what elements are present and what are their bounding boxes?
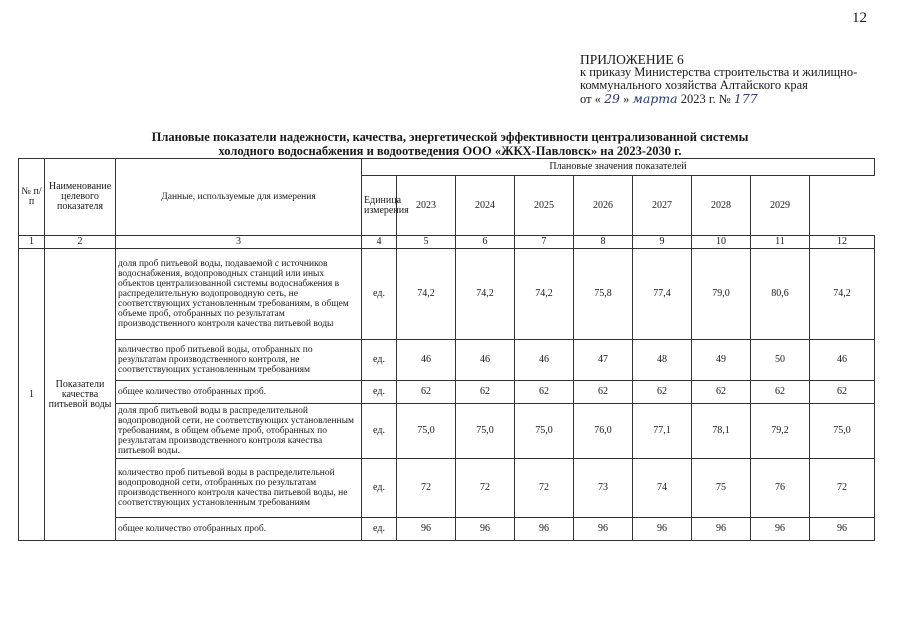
header-year: 2029 <box>751 176 810 236</box>
indicators-table <box>18 158 875 541</box>
title-line-2: холодного водоснабжения и водоотведения ООО «ЖКХ-Павловск» на 2023-2030 г. <box>218 144 682 158</box>
table-row <box>19 340 875 381</box>
row-value: 76 <box>751 459 810 518</box>
row-value: 72 <box>515 459 574 518</box>
row-description: доля проб питьевой воды в распределительной водопроводной сети, не соответствующих установленным требованиям, в общем объеме проб, отобранных по результатам производственного контроля качества питьевой воды. <box>116 404 362 459</box>
row-value: 62 <box>515 381 574 404</box>
row-unit: ед. <box>362 404 397 459</box>
row-value: 74,2 <box>515 249 574 340</box>
row-unit: ед. <box>362 518 397 541</box>
table-row <box>19 518 875 541</box>
column-numbers-row <box>19 236 875 249</box>
row-value: 72 <box>810 459 875 518</box>
row-value: 46 <box>456 340 515 381</box>
row-value: 96 <box>515 518 574 541</box>
row-value: 76,0 <box>574 404 633 459</box>
date-mid: » <box>623 92 630 106</box>
row-value: 75,8 <box>574 249 633 340</box>
appendix-line-1: к приказу Министерства строительства и жилищно- <box>580 65 858 79</box>
group-name: Показатели качества питьевой воды <box>45 249 116 541</box>
row-unit: ед. <box>362 340 397 381</box>
column-number: 11 <box>751 236 810 249</box>
handwritten-month: марта <box>632 91 678 106</box>
row-value: 62 <box>456 381 515 404</box>
header-num: № п/п <box>19 159 45 236</box>
row-value: 96 <box>810 518 875 541</box>
page-number: 12 <box>852 10 867 26</box>
date-prefix: от « <box>580 92 601 106</box>
row-value: 77,1 <box>633 404 692 459</box>
header-year: 2028 <box>692 176 751 236</box>
table-row <box>19 381 875 404</box>
column-number: 6 <box>456 236 515 249</box>
appendix-date-line <box>580 92 880 106</box>
row-value: 75,0 <box>397 404 456 459</box>
document-title <box>60 130 840 158</box>
header-planned: Плановые значения показателей <box>362 159 875 176</box>
row-value: 50 <box>751 340 810 381</box>
row-value: 96 <box>397 518 456 541</box>
row-value: 96 <box>456 518 515 541</box>
row-value: 80,6 <box>751 249 810 340</box>
column-number: 1 <box>19 236 45 249</box>
row-value: 74,2 <box>810 249 875 340</box>
row-unit: ед. <box>362 459 397 518</box>
row-value: 75,0 <box>456 404 515 459</box>
column-number: 2 <box>45 236 116 249</box>
row-value: 49 <box>692 340 751 381</box>
table-row <box>19 249 875 340</box>
column-number: 8 <box>574 236 633 249</box>
row-value: 96 <box>692 518 751 541</box>
handwritten-order-number: 177 <box>733 91 758 106</box>
row-value: 74,2 <box>397 249 456 340</box>
header-year: 2026 <box>574 176 633 236</box>
column-number: 7 <box>515 236 574 249</box>
header-year: 2027 <box>633 176 692 236</box>
column-number: 3 <box>116 236 362 249</box>
header-unit: Единица измерения <box>362 176 397 236</box>
row-value: 47 <box>574 340 633 381</box>
row-value: 79,2 <box>751 404 810 459</box>
column-number: 4 <box>362 236 397 249</box>
row-value: 74,2 <box>456 249 515 340</box>
row-value: 62 <box>574 381 633 404</box>
header-year: 2024 <box>456 176 515 236</box>
row-value: 96 <box>751 518 810 541</box>
row-unit: ед. <box>362 381 397 404</box>
row-value: 75,0 <box>810 404 875 459</box>
row-unit: ед. <box>362 249 397 340</box>
column-number: 12 <box>810 236 875 249</box>
row-value: 62 <box>692 381 751 404</box>
row-value: 46 <box>515 340 574 381</box>
row-description: доля проб питьевой воды, подаваемой с источников водоснабжения, водопроводных станций или иных объектов централизованной системы водоснабжения в распределительную водопроводную сеть, не соответствующих установленным требованиям, в общем объеме проб, отобранных по результатам производственного контроля качества питьевой воды <box>116 249 362 340</box>
title-line-1: Плановые показатели надежности, качества, энергетической эффективности централизованной системы <box>151 130 749 144</box>
row-value: 96 <box>574 518 633 541</box>
appendix-line-2: коммунального хозяйства Алтайского края <box>580 78 808 92</box>
header-year: 2023 <box>397 176 456 236</box>
table-row <box>19 459 875 518</box>
row-value: 75,0 <box>515 404 574 459</box>
column-number: 9 <box>633 236 692 249</box>
column-number: 10 <box>692 236 751 249</box>
row-value: 77,4 <box>633 249 692 340</box>
row-value: 62 <box>751 381 810 404</box>
header-name: Наименование целевого показателя <box>45 159 116 236</box>
header-data: Данные, используемые для измерения <box>116 159 362 236</box>
table-row <box>19 404 875 459</box>
row-description: количество проб питьевой воды, отобранных по результатам производственного контроля, не соответствующих установленным требованиям <box>116 340 362 381</box>
row-value: 75 <box>692 459 751 518</box>
appendix-block <box>580 53 880 106</box>
row-description: количество проб питьевой воды в распределительной водопроводной сети, отобранных по результатам производственного контроля качества питьевой воды, не соответствующих установленным требованиям <box>116 459 362 518</box>
column-number: 5 <box>397 236 456 249</box>
row-value: 48 <box>633 340 692 381</box>
row-value: 78,1 <box>692 404 751 459</box>
row-value: 73 <box>574 459 633 518</box>
handwritten-day: 29 <box>604 91 620 106</box>
row-description: общее количество отобранных проб. <box>116 518 362 541</box>
row-value: 72 <box>397 459 456 518</box>
row-value: 74 <box>633 459 692 518</box>
row-value: 72 <box>456 459 515 518</box>
row-value: 62 <box>633 381 692 404</box>
row-value: 62 <box>810 381 875 404</box>
year-text: 2023 г. № <box>680 92 731 106</box>
row-value: 79,0 <box>692 249 751 340</box>
appendix-title: ПРИЛОЖЕНИЕ 6 <box>580 52 684 67</box>
group-num: 1 <box>19 249 45 541</box>
row-value: 46 <box>810 340 875 381</box>
row-value: 62 <box>397 381 456 404</box>
row-value: 46 <box>397 340 456 381</box>
header-year: 2025 <box>515 176 574 236</box>
row-description: общее количество отобранных проб. <box>116 381 362 404</box>
row-value: 96 <box>633 518 692 541</box>
